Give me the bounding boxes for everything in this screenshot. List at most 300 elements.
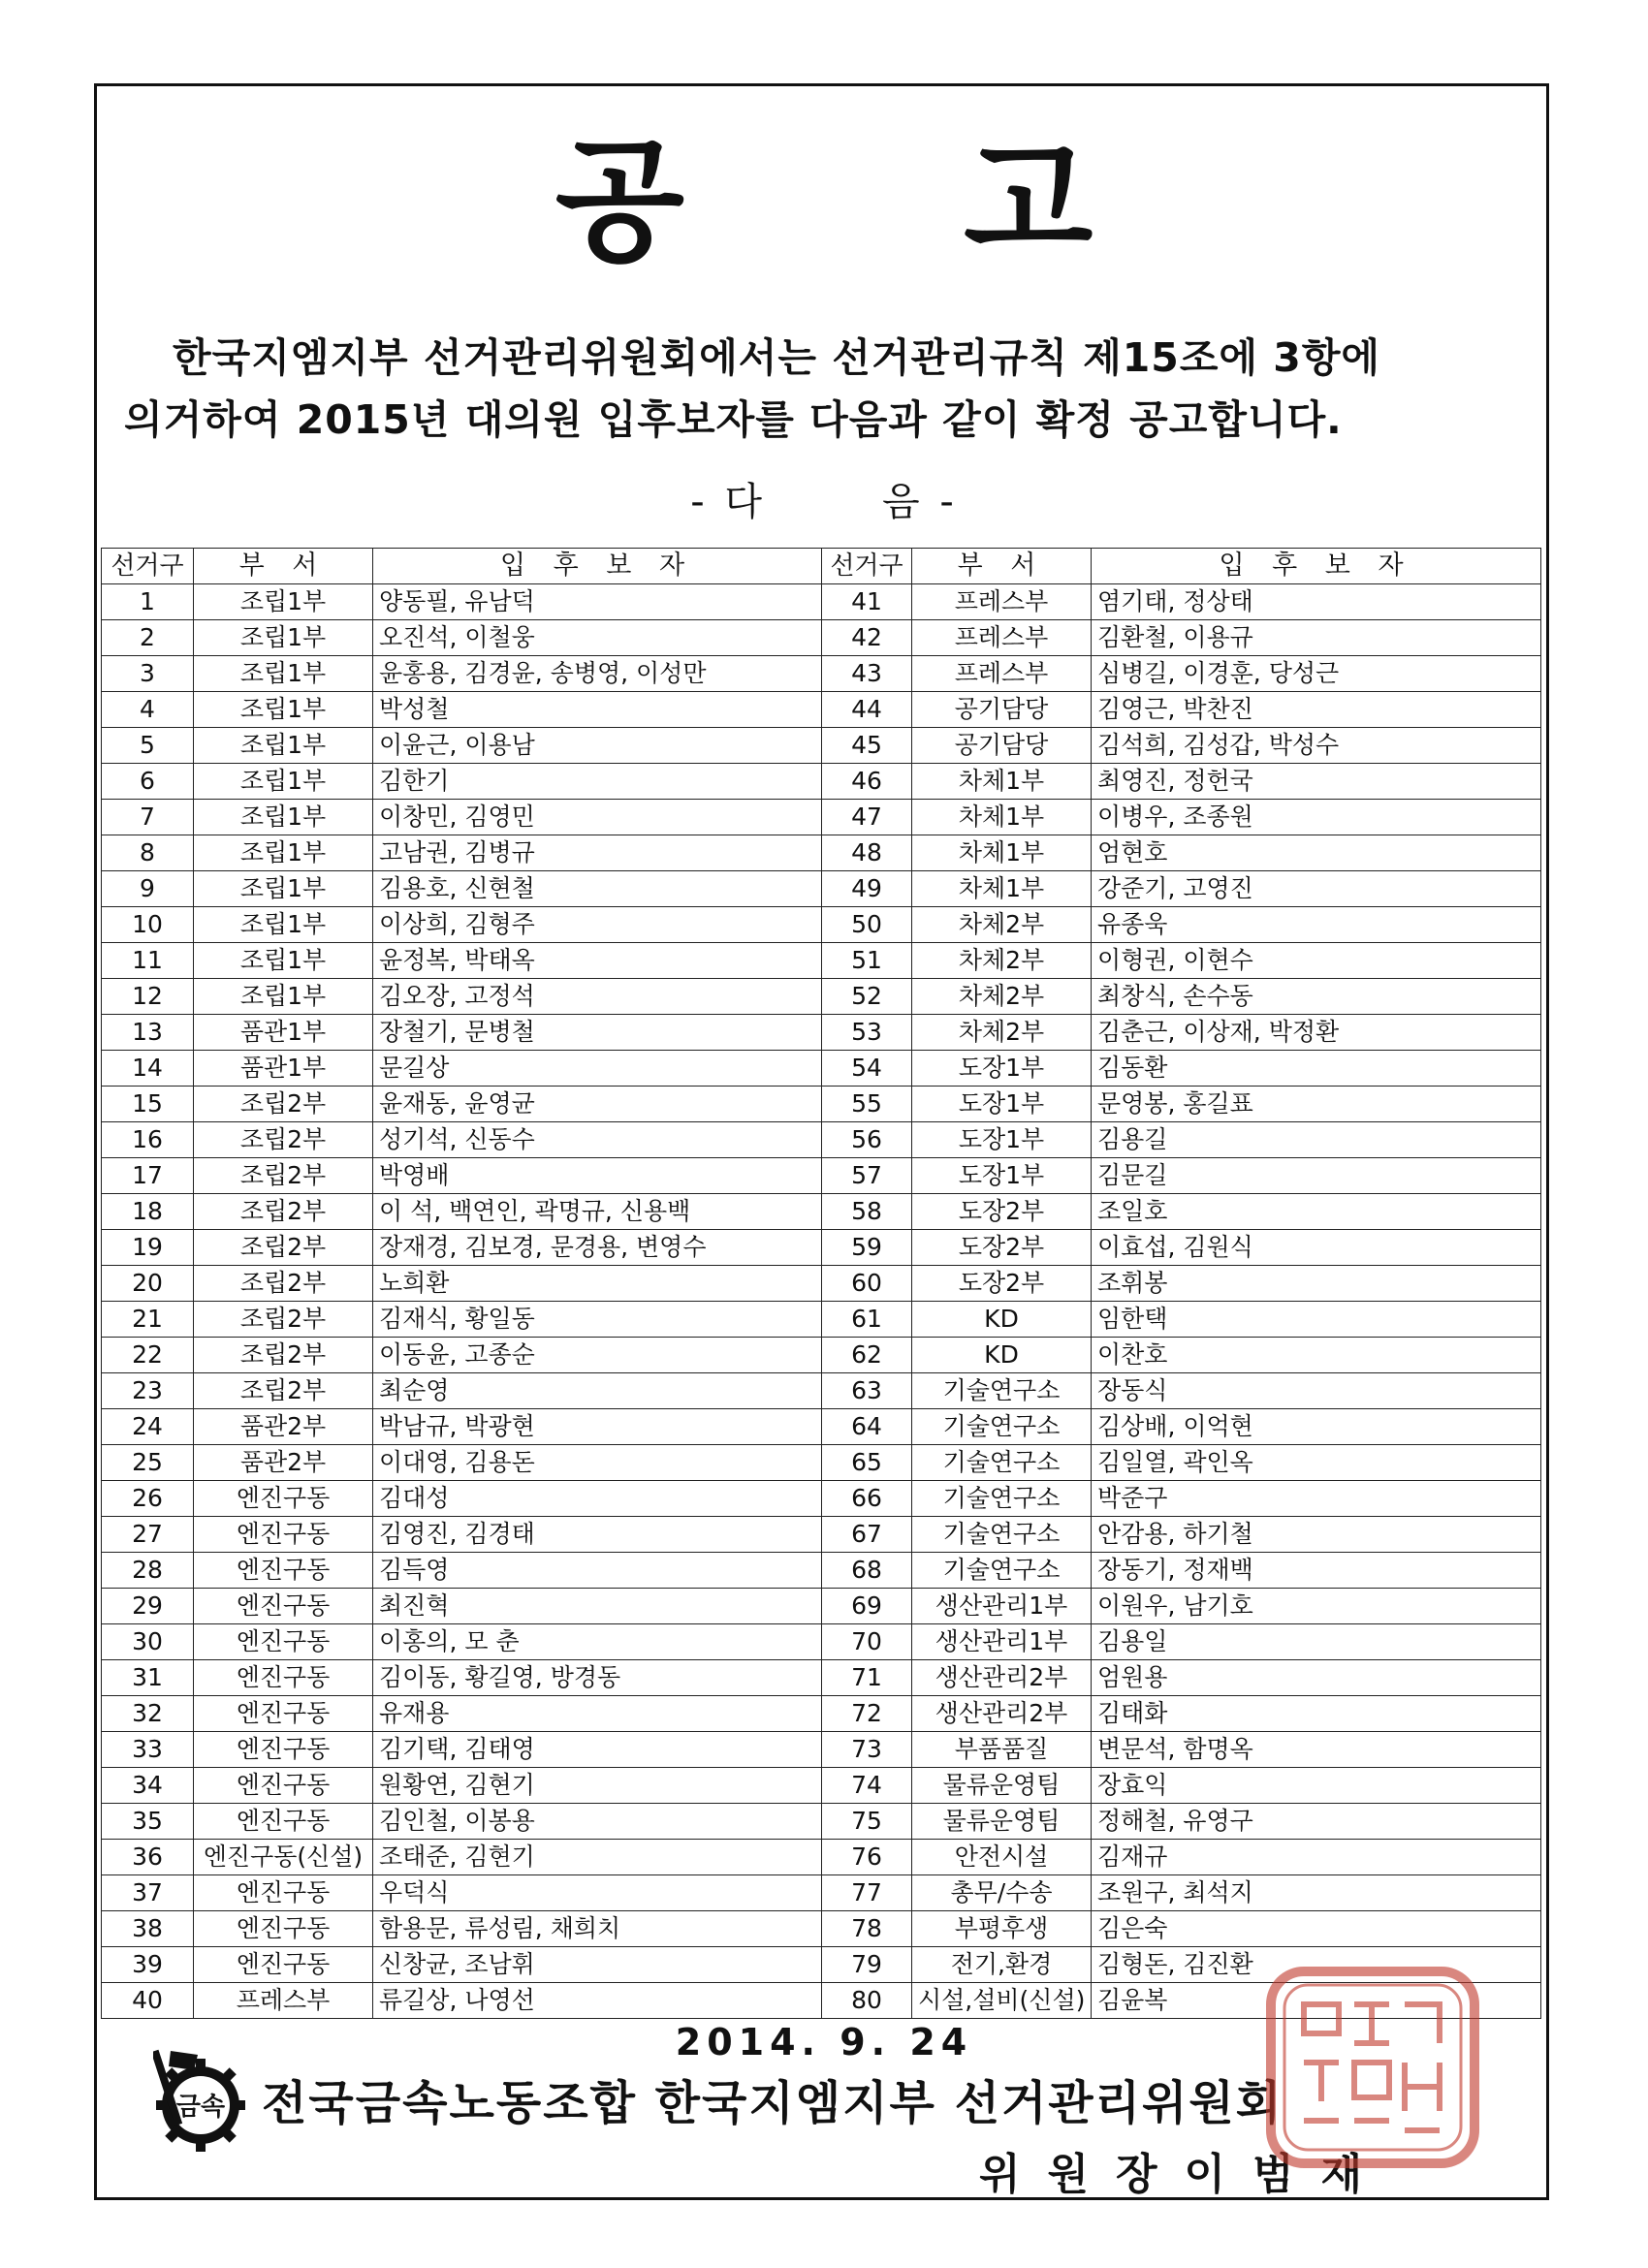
department: 차체1부 bbox=[912, 800, 1092, 835]
candidate-names: 강준기, 고영진 bbox=[1092, 871, 1541, 907]
department: 프레스부 bbox=[912, 584, 1092, 620]
district-number: 13 bbox=[102, 1015, 194, 1051]
district-number: 67 bbox=[822, 1517, 912, 1553]
table-row bbox=[102, 1373, 1541, 1409]
table-row bbox=[102, 800, 1541, 835]
district-number: 2 bbox=[102, 620, 194, 656]
department: 엔진구동 bbox=[194, 1911, 373, 1947]
page-title: 공 고 bbox=[555, 124, 1210, 280]
candidate-names: 김오장, 고정석 bbox=[373, 979, 822, 1015]
district-number: 15 bbox=[102, 1087, 194, 1122]
candidate-names: 최영진, 정헌국 bbox=[1092, 764, 1541, 800]
department: 엔진구동 bbox=[194, 1696, 373, 1732]
department: 품관2부 bbox=[194, 1445, 373, 1481]
district-number: 56 bbox=[822, 1122, 912, 1158]
table-row bbox=[102, 1122, 1541, 1158]
department: 엔진구동 bbox=[194, 1517, 373, 1553]
district-number: 58 bbox=[822, 1194, 912, 1230]
department: 도장1부 bbox=[912, 1051, 1092, 1087]
district-number: 65 bbox=[822, 1445, 912, 1481]
department: 엔진구동 bbox=[194, 1947, 373, 1983]
department: 조립2부 bbox=[194, 1302, 373, 1338]
district-number: 10 bbox=[102, 907, 194, 943]
department: 조립1부 bbox=[194, 728, 373, 764]
department: 총무/수송 bbox=[912, 1875, 1092, 1911]
district-number: 47 bbox=[822, 800, 912, 835]
candidate-names: 김재규 bbox=[1092, 1840, 1541, 1875]
table-row bbox=[102, 728, 1541, 764]
department: 기술연구소 bbox=[912, 1553, 1092, 1589]
department: 조립1부 bbox=[194, 871, 373, 907]
candidate-table bbox=[101, 548, 1541, 2019]
candidate-names: 김은숙 bbox=[1092, 1911, 1541, 1947]
candidate-names: 문길상 bbox=[373, 1051, 822, 1087]
department: 조립1부 bbox=[194, 584, 373, 620]
announcement-date: 2014. 9. 24 bbox=[675, 2021, 973, 2063]
candidate-names: 유종욱 bbox=[1092, 907, 1541, 943]
candidate-names: 고남권, 김병규 bbox=[373, 835, 822, 871]
district-number: 32 bbox=[102, 1696, 194, 1732]
district-number: 25 bbox=[102, 1445, 194, 1481]
district-number: 50 bbox=[822, 907, 912, 943]
table-row bbox=[102, 1051, 1541, 1087]
candidate-names: 김영진, 김경태 bbox=[373, 1517, 822, 1553]
department: 차체2부 bbox=[912, 1015, 1092, 1051]
candidate-names: 김춘근, 이상재, 박정환 bbox=[1092, 1015, 1541, 1051]
department: 생산관리2부 bbox=[912, 1696, 1092, 1732]
candidate-names: 김대성 bbox=[373, 1481, 822, 1517]
table-row bbox=[102, 1804, 1541, 1840]
district-number: 36 bbox=[102, 1840, 194, 1875]
table-row bbox=[102, 1840, 1541, 1875]
official-seal-icon bbox=[1265, 1966, 1480, 2169]
department: 기술연구소 bbox=[912, 1445, 1092, 1481]
candidate-names: 이홍의, 모 춘 bbox=[373, 1624, 822, 1660]
district-number: 43 bbox=[822, 656, 912, 692]
department: 도장1부 bbox=[912, 1087, 1092, 1122]
district-number: 75 bbox=[822, 1804, 912, 1840]
department: 안전시설 bbox=[912, 1840, 1092, 1875]
department: 공기담당 bbox=[912, 692, 1092, 728]
department: 조립1부 bbox=[194, 907, 373, 943]
district-number: 30 bbox=[102, 1624, 194, 1660]
table-row bbox=[102, 620, 1541, 656]
district-number: 74 bbox=[822, 1768, 912, 1804]
department: 엔진구동 bbox=[194, 1732, 373, 1768]
candidate-names: 엄원용 bbox=[1092, 1660, 1541, 1696]
department: 생산관리1부 bbox=[912, 1624, 1092, 1660]
district-number: 64 bbox=[822, 1409, 912, 1445]
candidate-names: 조태준, 김현기 bbox=[373, 1840, 822, 1875]
candidate-names: 김윤복 bbox=[1092, 1983, 1541, 2019]
column-header-district: 선거구 bbox=[822, 549, 912, 584]
table-row bbox=[102, 1768, 1541, 1804]
table-row bbox=[102, 1445, 1541, 1481]
department: 프레스부 bbox=[912, 656, 1092, 692]
candidate-names: 김상배, 이억현 bbox=[1092, 1409, 1541, 1445]
department: 품관1부 bbox=[194, 1051, 373, 1087]
department: 전기,환경 bbox=[912, 1947, 1092, 1983]
district-number: 34 bbox=[102, 1768, 194, 1804]
district-number: 42 bbox=[822, 620, 912, 656]
department: 품관2부 bbox=[194, 1409, 373, 1445]
district-number: 23 bbox=[102, 1373, 194, 1409]
candidate-names: 김기택, 김태영 bbox=[373, 1732, 822, 1768]
department: 기술연구소 bbox=[912, 1409, 1092, 1445]
table-row bbox=[102, 1015, 1541, 1051]
table-row bbox=[102, 1266, 1541, 1302]
candidate-names: 김영근, 박찬진 bbox=[1092, 692, 1541, 728]
candidate-names: 이윤근, 이용남 bbox=[373, 728, 822, 764]
district-number: 8 bbox=[102, 835, 194, 871]
department: 품관1부 bbox=[194, 1015, 373, 1051]
table-row bbox=[102, 584, 1541, 620]
candidate-names: 문영봉, 홍길표 bbox=[1092, 1087, 1541, 1122]
candidate-names: 심병길, 이경훈, 당성근 bbox=[1092, 656, 1541, 692]
candidate-names: 김일열, 곽인옥 bbox=[1092, 1445, 1541, 1481]
district-number: 11 bbox=[102, 943, 194, 979]
candidate-names: 김재식, 황일동 bbox=[373, 1302, 822, 1338]
department: 시설,설비(신설) bbox=[912, 1983, 1092, 2019]
section-heading-left: - 다 bbox=[690, 480, 766, 524]
district-number: 73 bbox=[822, 1732, 912, 1768]
department: 조립2부 bbox=[194, 1338, 373, 1373]
logo-text: 금속 bbox=[175, 2093, 226, 2122]
candidate-names: 김형돈, 김진환 bbox=[1092, 1947, 1541, 1983]
district-number: 78 bbox=[822, 1911, 912, 1947]
table-row bbox=[102, 943, 1541, 979]
candidate-names: 조일호 bbox=[1092, 1194, 1541, 1230]
department: 조립2부 bbox=[194, 1266, 373, 1302]
table-row bbox=[102, 1589, 1541, 1624]
candidate-names: 조원구, 최석지 bbox=[1092, 1875, 1541, 1911]
department: KD bbox=[912, 1302, 1092, 1338]
department: 조립2부 bbox=[194, 1230, 373, 1266]
candidate-names: 윤홍용, 김경윤, 송병영, 이성만 bbox=[373, 656, 822, 692]
candidate-names: 최진혁 bbox=[373, 1589, 822, 1624]
district-number: 40 bbox=[102, 1983, 194, 2019]
department: 조립2부 bbox=[194, 1194, 373, 1230]
candidate-names: 장효익 bbox=[1092, 1768, 1541, 1804]
candidate-names: 박준구 bbox=[1092, 1481, 1541, 1517]
announcement-line-2: 의거하여 2015년 대의원 입후보자를 다음과 같이 확정 공고합니다. bbox=[124, 396, 1343, 443]
district-number: 31 bbox=[102, 1660, 194, 1696]
department: 차체1부 bbox=[912, 764, 1092, 800]
district-number: 72 bbox=[822, 1696, 912, 1732]
table-row bbox=[102, 1158, 1541, 1194]
department: 기술연구소 bbox=[912, 1481, 1092, 1517]
table-row bbox=[102, 1230, 1541, 1266]
district-number: 45 bbox=[822, 728, 912, 764]
table-row bbox=[102, 1624, 1541, 1660]
candidate-names: 김인철, 이봉용 bbox=[373, 1804, 822, 1840]
department: 조립2부 bbox=[194, 1087, 373, 1122]
department: 조립2부 bbox=[194, 1158, 373, 1194]
department: 조립1부 bbox=[194, 656, 373, 692]
district-number: 60 bbox=[822, 1266, 912, 1302]
candidate-names: 박성철 bbox=[373, 692, 822, 728]
candidate-names: 오진석, 이철웅 bbox=[373, 620, 822, 656]
department: 엔진구동 bbox=[194, 1553, 373, 1589]
district-number: 80 bbox=[822, 1983, 912, 2019]
district-number: 63 bbox=[822, 1373, 912, 1409]
district-number: 14 bbox=[102, 1051, 194, 1087]
department: 차체2부 bbox=[912, 979, 1092, 1015]
candidate-names: 장동식 bbox=[1092, 1373, 1541, 1409]
candidate-names: 이동윤, 고종순 bbox=[373, 1338, 822, 1373]
candidate-names: 김이동, 황길영, 방경동 bbox=[373, 1660, 822, 1696]
department: 부평후생 bbox=[912, 1911, 1092, 1947]
department: 엔진구동 bbox=[194, 1624, 373, 1660]
district-number: 33 bbox=[102, 1732, 194, 1768]
district-number: 4 bbox=[102, 692, 194, 728]
candidate-names: 김태화 bbox=[1092, 1696, 1541, 1732]
candidate-names: 엄현호 bbox=[1092, 835, 1541, 871]
section-heading bbox=[0, 480, 1648, 524]
column-header-candidates: 입 후 보 자 bbox=[373, 549, 822, 584]
candidate-names: 김용길 bbox=[1092, 1122, 1541, 1158]
table-row bbox=[102, 871, 1541, 907]
candidate-names: 이대영, 김용돈 bbox=[373, 1445, 822, 1481]
department: 차체1부 bbox=[912, 871, 1092, 907]
department: 엔진구동 bbox=[194, 1804, 373, 1840]
candidate-names: 이상희, 김형주 bbox=[373, 907, 822, 943]
district-number: 49 bbox=[822, 871, 912, 907]
table-row bbox=[102, 1732, 1541, 1768]
candidate-names: 함용문, 류성림, 채희치 bbox=[373, 1911, 822, 1947]
district-number: 66 bbox=[822, 1481, 912, 1517]
district-number: 1 bbox=[102, 584, 194, 620]
district-number: 57 bbox=[822, 1158, 912, 1194]
district-number: 54 bbox=[822, 1051, 912, 1087]
department: 부품품질 bbox=[912, 1732, 1092, 1768]
district-number: 22 bbox=[102, 1338, 194, 1373]
district-number: 52 bbox=[822, 979, 912, 1015]
district-number: 61 bbox=[822, 1302, 912, 1338]
candidate-names: 박남규, 박광현 bbox=[373, 1409, 822, 1445]
candidate-names: 김용일 bbox=[1092, 1624, 1541, 1660]
candidate-names: 장재경, 김보경, 문경용, 변영수 bbox=[373, 1230, 822, 1266]
candidate-names: 조휘봉 bbox=[1092, 1266, 1541, 1302]
district-number: 7 bbox=[102, 800, 194, 835]
department: 조립1부 bbox=[194, 943, 373, 979]
candidate-names: 변문석, 함명옥 bbox=[1092, 1732, 1541, 1768]
district-number: 5 bbox=[102, 728, 194, 764]
department: 차체2부 bbox=[912, 907, 1092, 943]
table-row bbox=[102, 656, 1541, 692]
table-header-row bbox=[102, 549, 1541, 584]
candidate-names: 이효섭, 김원식 bbox=[1092, 1230, 1541, 1266]
department: 엔진구동 bbox=[194, 1589, 373, 1624]
department: 기술연구소 bbox=[912, 1517, 1092, 1553]
column-header-department: 부 서 bbox=[194, 549, 373, 584]
department: 엔진구동 bbox=[194, 1768, 373, 1804]
district-number: 41 bbox=[822, 584, 912, 620]
department: 도장2부 bbox=[912, 1230, 1092, 1266]
table-row bbox=[102, 979, 1541, 1015]
district-number: 46 bbox=[822, 764, 912, 800]
district-number: 70 bbox=[822, 1624, 912, 1660]
department: 엔진구동 bbox=[194, 1481, 373, 1517]
department: 조립2부 bbox=[194, 1373, 373, 1409]
candidate-names: 신창균, 조남휘 bbox=[373, 1947, 822, 1983]
candidate-names: 이 석, 백연인, 곽명규, 신용백 bbox=[373, 1194, 822, 1230]
table-row bbox=[102, 1911, 1541, 1947]
department: 생산관리2부 bbox=[912, 1660, 1092, 1696]
announcement-text bbox=[124, 327, 1530, 451]
union-gear-logo-icon bbox=[153, 2045, 248, 2161]
district-number: 38 bbox=[102, 1911, 194, 1947]
table-row bbox=[102, 1553, 1541, 1589]
district-number: 62 bbox=[822, 1338, 912, 1373]
candidate-names: 김문길 bbox=[1092, 1158, 1541, 1194]
candidate-names: 이찬호 bbox=[1092, 1338, 1541, 1373]
column-header-district: 선거구 bbox=[102, 549, 194, 584]
department: 조립1부 bbox=[194, 692, 373, 728]
table-row bbox=[102, 1194, 1541, 1230]
candidate-names: 장철기, 문병철 bbox=[373, 1015, 822, 1051]
district-number: 24 bbox=[102, 1409, 194, 1445]
district-number: 3 bbox=[102, 656, 194, 692]
candidate-names: 임한택 bbox=[1092, 1302, 1541, 1338]
department: 조립1부 bbox=[194, 800, 373, 835]
district-number: 28 bbox=[102, 1553, 194, 1589]
district-number: 6 bbox=[102, 764, 194, 800]
department: 엔진구동 bbox=[194, 1875, 373, 1911]
district-number: 35 bbox=[102, 1804, 194, 1840]
department: 프레스부 bbox=[194, 1983, 373, 2019]
table-row bbox=[102, 1696, 1541, 1732]
district-number: 59 bbox=[822, 1230, 912, 1266]
district-number: 48 bbox=[822, 835, 912, 871]
table-row bbox=[102, 907, 1541, 943]
column-header-department: 부 서 bbox=[912, 549, 1092, 584]
department: 조립2부 bbox=[194, 1122, 373, 1158]
organization-name: 전국금속노동조합 한국지엠지부 선거관리위원회 bbox=[262, 2076, 1284, 2130]
department: KD bbox=[912, 1338, 1092, 1373]
district-number: 21 bbox=[102, 1302, 194, 1338]
department: 조립1부 bbox=[194, 764, 373, 800]
department: 물류운영팀 bbox=[912, 1804, 1092, 1840]
district-number: 20 bbox=[102, 1266, 194, 1302]
table-body bbox=[102, 584, 1541, 2019]
column-header-candidates: 입 후 보 자 bbox=[1092, 549, 1541, 584]
candidate-names: 이창민, 김영민 bbox=[373, 800, 822, 835]
candidate-names: 최창식, 손수동 bbox=[1092, 979, 1541, 1015]
candidate-names: 이원우, 남기호 bbox=[1092, 1589, 1541, 1624]
district-number: 16 bbox=[102, 1122, 194, 1158]
district-number: 68 bbox=[822, 1553, 912, 1589]
candidate-names: 이형권, 이현수 bbox=[1092, 943, 1541, 979]
candidate-names: 김득영 bbox=[373, 1553, 822, 1589]
district-number: 76 bbox=[822, 1840, 912, 1875]
department: 물류운영팀 bbox=[912, 1768, 1092, 1804]
candidate-names: 성기석, 신동수 bbox=[373, 1122, 822, 1158]
department: 엔진구동 bbox=[194, 1660, 373, 1696]
candidate-names: 유재용 bbox=[373, 1696, 822, 1732]
candidate-names: 김한기 bbox=[373, 764, 822, 800]
department: 도장2부 bbox=[912, 1266, 1092, 1302]
department: 조립1부 bbox=[194, 835, 373, 871]
department: 생산관리1부 bbox=[912, 1589, 1092, 1624]
announcement-line-1: 한국지엠지부 선거관리위원회에서는 선거관리규칙 제15조에 3항에 bbox=[173, 334, 1381, 381]
table-row bbox=[102, 1660, 1541, 1696]
district-number: 69 bbox=[822, 1589, 912, 1624]
table-row bbox=[102, 1087, 1541, 1122]
district-number: 37 bbox=[102, 1875, 194, 1911]
candidate-names: 우덕식 bbox=[373, 1875, 822, 1911]
candidate-names: 윤정복, 박태옥 bbox=[373, 943, 822, 979]
candidate-names: 장동기, 정재백 bbox=[1092, 1553, 1541, 1589]
district-number: 12 bbox=[102, 979, 194, 1015]
section-heading-right: 음 - bbox=[882, 480, 958, 524]
candidate-names: 정해철, 유영구 bbox=[1092, 1804, 1541, 1840]
department: 도장1부 bbox=[912, 1122, 1092, 1158]
table-row bbox=[102, 835, 1541, 871]
district-number: 19 bbox=[102, 1230, 194, 1266]
district-number: 53 bbox=[822, 1015, 912, 1051]
district-number: 18 bbox=[102, 1194, 194, 1230]
candidate-names: 김용호, 신현철 bbox=[373, 871, 822, 907]
table-row bbox=[102, 764, 1541, 800]
candidate-names: 이병우, 조종원 bbox=[1092, 800, 1541, 835]
candidate-names: 노희환 bbox=[373, 1266, 822, 1302]
district-number: 77 bbox=[822, 1875, 912, 1911]
candidate-names: 안감용, 하기철 bbox=[1092, 1517, 1541, 1553]
candidate-names: 윤재동, 윤영균 bbox=[373, 1087, 822, 1122]
candidate-names: 염기태, 정상태 bbox=[1092, 584, 1541, 620]
district-number: 39 bbox=[102, 1947, 194, 1983]
department: 엔진구동(신설) bbox=[194, 1840, 373, 1875]
table-row bbox=[102, 1517, 1541, 1553]
candidate-names: 김동환 bbox=[1092, 1051, 1541, 1087]
department: 기술연구소 bbox=[912, 1373, 1092, 1409]
table-row bbox=[102, 1409, 1541, 1445]
table-row bbox=[102, 1481, 1541, 1517]
candidate-names: 원황연, 김현기 bbox=[373, 1768, 822, 1804]
candidate-names: 박영배 bbox=[373, 1158, 822, 1194]
department: 프레스부 bbox=[912, 620, 1092, 656]
district-number: 27 bbox=[102, 1517, 194, 1553]
district-number: 71 bbox=[822, 1660, 912, 1696]
district-number: 29 bbox=[102, 1589, 194, 1624]
table-row bbox=[102, 1338, 1541, 1373]
department: 차체2부 bbox=[912, 943, 1092, 979]
department: 조립1부 bbox=[194, 979, 373, 1015]
district-number: 17 bbox=[102, 1158, 194, 1194]
department: 공기담당 bbox=[912, 728, 1092, 764]
candidate-names: 류길상, 나영선 bbox=[373, 1983, 822, 2019]
department: 조립1부 bbox=[194, 620, 373, 656]
chairman-signature: 위원장이범재 bbox=[979, 2150, 1390, 2199]
district-number: 51 bbox=[822, 943, 912, 979]
table-row bbox=[102, 1875, 1541, 1911]
district-number: 44 bbox=[822, 692, 912, 728]
candidate-names: 김환철, 이용규 bbox=[1092, 620, 1541, 656]
district-number: 55 bbox=[822, 1087, 912, 1122]
department: 도장1부 bbox=[912, 1158, 1092, 1194]
district-number: 79 bbox=[822, 1947, 912, 1983]
candidate-names: 최순영 bbox=[373, 1373, 822, 1409]
district-number: 9 bbox=[102, 871, 194, 907]
table-row bbox=[102, 1302, 1541, 1338]
candidate-names: 양동필, 유남덕 bbox=[373, 584, 822, 620]
candidate-names: 김석희, 김성갑, 박성수 bbox=[1092, 728, 1541, 764]
department: 도장2부 bbox=[912, 1194, 1092, 1230]
table-row bbox=[102, 692, 1541, 728]
district-number: 26 bbox=[102, 1481, 194, 1517]
department: 차체1부 bbox=[912, 835, 1092, 871]
